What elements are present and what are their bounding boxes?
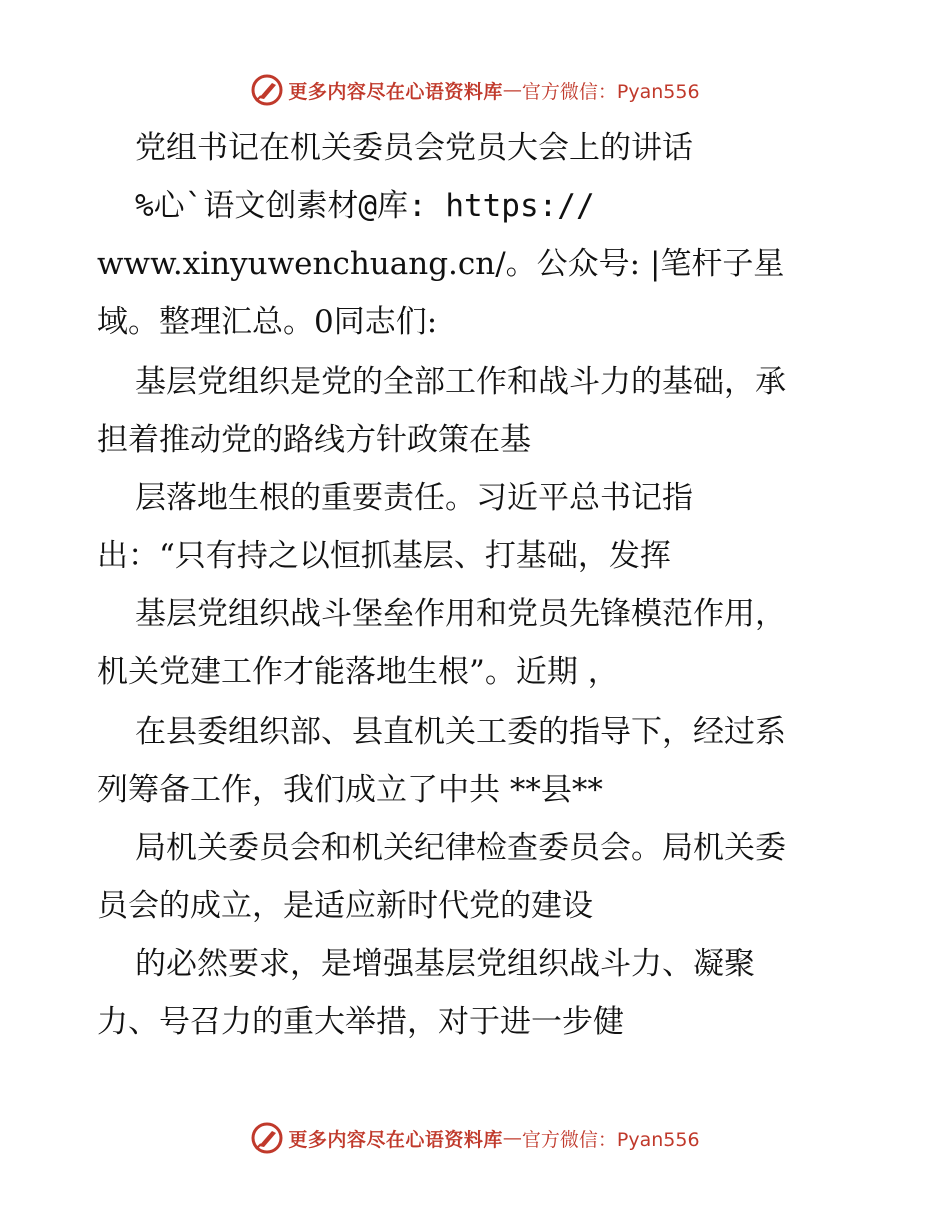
text-line: 担着推动党的路线方针政策在基 bbox=[97, 422, 531, 458]
quill-logo-icon bbox=[250, 73, 284, 107]
text-line: %心`语文创素材@库: https:// bbox=[135, 188, 595, 224]
watermark-wechat: 官方微信：Pyan556 bbox=[521, 1128, 700, 1151]
watermark-text: 更多内容尽在心语资料库 bbox=[288, 1128, 503, 1151]
text-line: 域。整理汇总。0同志们: bbox=[97, 304, 438, 340]
text-line: 基层党组织战斗堡垒作用和党员先锋模范作用， bbox=[135, 596, 786, 632]
text-line: 机关党建工作才能落地生根”。近期 ， bbox=[97, 654, 619, 690]
text-line: 的必然要求，是增强基层党组织战斗力、凝聚 bbox=[135, 946, 755, 982]
text-line: 员会的成立，是适应新时代党的建设 bbox=[97, 888, 593, 924]
text-line: www.xinyuwenchuang.cn/。公众号: |笔杆子星 bbox=[97, 246, 785, 282]
watermark-text: 更多内容尽在心语资料库 bbox=[288, 80, 503, 103]
text-line: 列筹备工作，我们成立了中共 **县** bbox=[97, 772, 603, 808]
watermark-wechat: 官方微信：Pyan556 bbox=[521, 80, 700, 103]
text-line: 局机关委员会和机关纪律检查委员会。局机关委 bbox=[135, 830, 786, 866]
watermark-dash: — bbox=[502, 1127, 522, 1149]
text-line: 出：“只有持之以恒抓基层、打基础，发挥 bbox=[97, 538, 671, 574]
quill-logo-icon bbox=[250, 1121, 284, 1155]
footer-watermark bbox=[0, 1118, 950, 1158]
text-line: 层落地生根的重要责任。习近平总书记指 bbox=[135, 480, 693, 516]
watermark-dash: — bbox=[502, 79, 522, 101]
text-line: 基层党组织是党的全部工作和战斗力的基础，承 bbox=[135, 364, 786, 400]
text-line: 在县委组织部、县直机关工委的指导下，经过系 bbox=[135, 714, 786, 750]
text-line: 力、号召力的重大举措，对于进一步健 bbox=[97, 1004, 624, 1040]
header-watermark bbox=[0, 70, 950, 110]
document-title: 党组书记在机关委员会党员大会上的讲话 bbox=[135, 130, 693, 166]
